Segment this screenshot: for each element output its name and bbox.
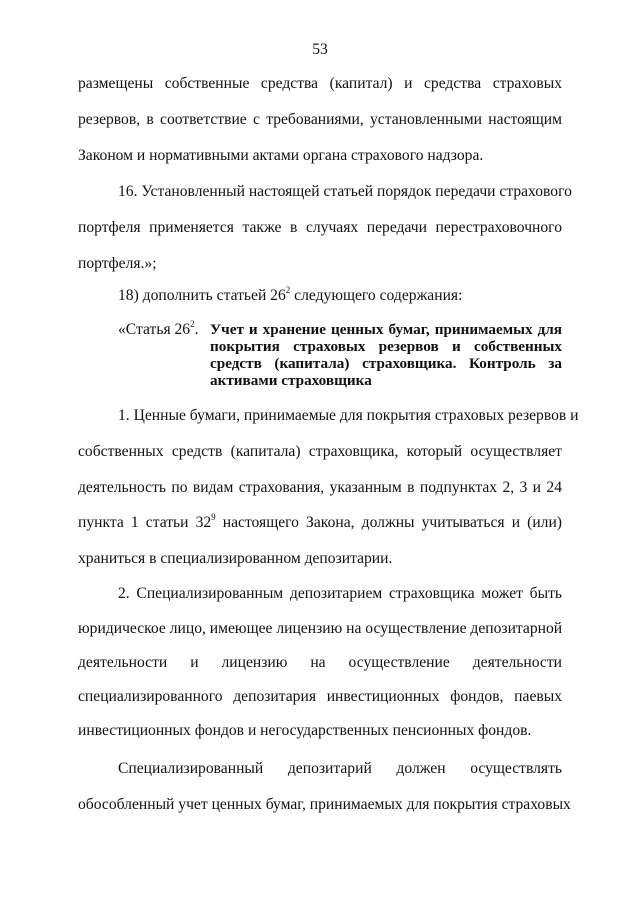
article-title-line-4: активами страховщика: [210, 372, 372, 389]
paragraph-2-line-2: портфеля применяется также в случаях передачи перестраховочного: [78, 219, 562, 236]
paragraph-4-sup: 9: [211, 511, 216, 522]
paragraph-4-line-3: деятельность по видам страхования, указанным в подпунктах 2, 3 и 24: [78, 479, 562, 496]
paragraph-3-sup: 2: [285, 284, 291, 295]
article-title-line-2: покрытия страховых резервов и собственных: [210, 338, 562, 355]
page-number: 53: [312, 41, 328, 58]
paragraph-5-line-1: 2. Специализированным депозитарием страховщика может быть: [118, 585, 562, 602]
article-label-before: «Статья 26: [118, 321, 191, 338]
article-label-sup: 2: [190, 318, 195, 329]
paragraph-6-line-2: обособленный учет ценных бумаг, принимаемых для покрытия страховых: [78, 796, 571, 813]
paragraph-2-line-1: 16. Установленный настоящей статьей порядок передачи страхового: [118, 183, 572, 200]
paragraph-5-line-3: деятельности и лицензию на осуществление деятельности: [78, 654, 562, 671]
paragraph-1-line-3: Законом и нормативными актами органа страхового надзора.: [78, 147, 484, 164]
paragraph-3: [118, 284, 562, 305]
paragraph-4-line-4-after: настоящего Закона, должны учитываться и (или): [215, 514, 562, 531]
paragraph-6-line-1: Специализированный депозитарий должен осуществлять: [118, 760, 562, 777]
paragraph-3-text-before: 18) дополнить статьей 26: [118, 287, 286, 304]
paragraph-5-line-2: юридическое лицо, имеющее лицензию на осуществление депозитарной: [78, 620, 563, 637]
paragraph-5-line-4: специализированного депозитария инвестиционных фондов, паевых: [78, 688, 562, 705]
article-label: [118, 318, 199, 339]
article-label-after: .: [194, 321, 199, 338]
paragraph-4-line-2: собственных средств (капитала) страховщика, который осуществляет: [78, 443, 562, 460]
article-title-line-1: Учет и хранение ценных бумаг, принимаемых для: [210, 321, 562, 338]
paragraph-4-line-1: 1. Ценные бумаги, принимаемые для покрытия страховых резервов и: [118, 407, 579, 424]
paragraph-3-text-after: следующего содержания:: [290, 287, 463, 304]
paragraph-1-line-2: резервов, в соответствие с требованиями, установленными настоящим: [78, 111, 562, 128]
article-title-line-3: средств (капитала) страховщика. Контроль за: [210, 355, 562, 372]
paragraph-1-line-1: размещены собственные средства (капитал) и средства страховых: [78, 75, 562, 92]
paragraph-4-line-4-before: пункта 1 статьи 32: [78, 514, 212, 531]
article-title: [210, 321, 562, 389]
paragraph-4-line-4: [78, 511, 562, 532]
paragraph-4-line-5: храниться в специализированном депозитарии.: [78, 550, 393, 567]
paragraph-5-line-5: инвестиционных фондов и негосударственных пенсионных фондов.: [78, 722, 532, 739]
paragraph-2-line-3: портфеля.»;: [78, 255, 157, 272]
